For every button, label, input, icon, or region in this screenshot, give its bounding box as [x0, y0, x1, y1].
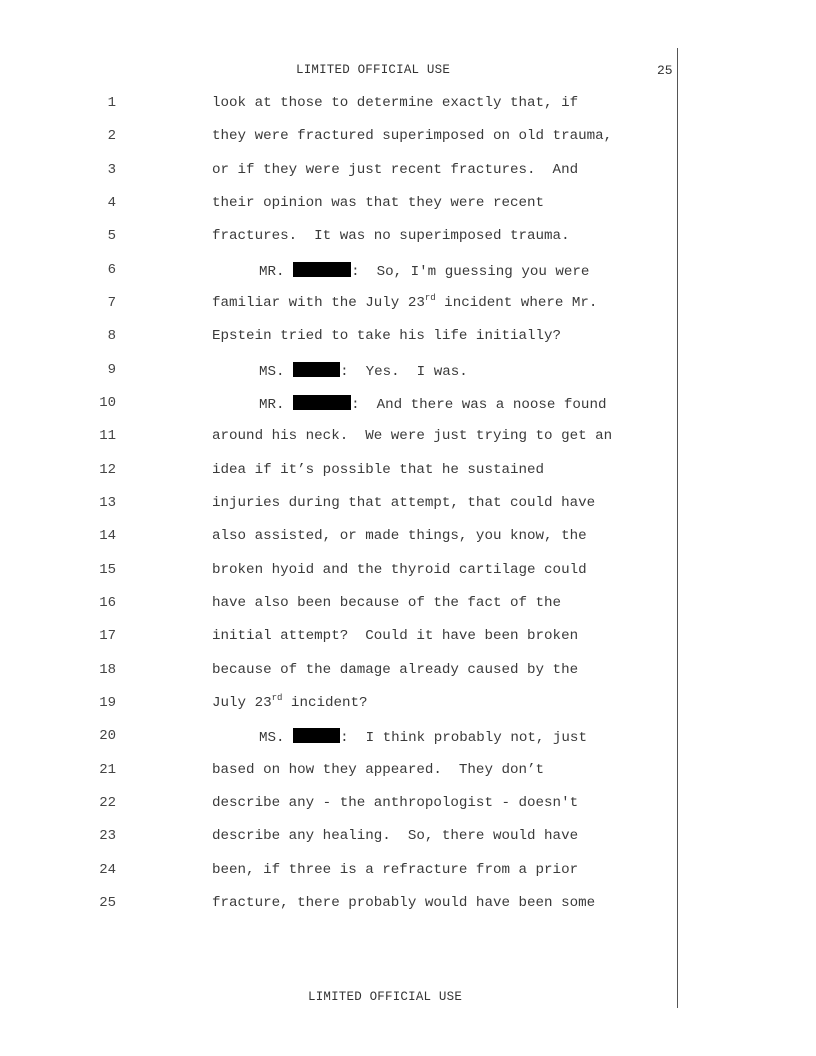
- transcript-line: [0, 462, 700, 482]
- line-number: 2: [107, 128, 116, 144]
- redaction-box: [293, 362, 340, 377]
- text-part: incident?: [282, 695, 368, 711]
- line-text: [259, 362, 468, 380]
- transcript-line: [0, 728, 700, 748]
- line-number: 5: [107, 228, 116, 244]
- footer-classification: LIMITED OFFICIAL USE: [308, 990, 463, 1004]
- line-number: 20: [99, 728, 116, 744]
- speech-text: : And there was a noose found: [351, 397, 607, 413]
- line-text: fractures. It was no superimposed trauma.: [212, 228, 570, 244]
- line-text: based on how they appeared. They don’t: [212, 762, 545, 778]
- transcript-line: [0, 395, 700, 415]
- line-text: also assisted, or made things, you know, the: [212, 528, 587, 544]
- transcript-line: [0, 528, 700, 548]
- line-text: [259, 395, 606, 413]
- ordinal-suffix: rd: [424, 293, 436, 303]
- line-number: 12: [99, 462, 116, 478]
- line-text: [212, 695, 368, 711]
- line-number: 21: [99, 762, 116, 778]
- line-text: injuries during that attempt, that could have: [212, 495, 596, 511]
- line-text: look at those to determine exactly that, if: [212, 95, 579, 111]
- transcript-line: [0, 128, 700, 148]
- transcript-line: [0, 95, 700, 115]
- transcript-line: [0, 362, 700, 382]
- line-number: 23: [99, 828, 116, 844]
- transcript-line: [0, 195, 700, 215]
- text-part: familiar with the July 23: [212, 295, 425, 311]
- transcript-line: [0, 295, 700, 315]
- line-text: idea if it’s possible that he sustained: [212, 462, 545, 478]
- line-text: because of the damage already caused by the: [212, 662, 579, 678]
- line-number: 25: [99, 895, 116, 911]
- speaker-prefix: MR.: [259, 264, 285, 280]
- transcript-line: [0, 495, 700, 515]
- line-text: describe any healing. So, there would have: [212, 828, 579, 844]
- line-text: been, if three is a refracture from a prior: [212, 862, 579, 878]
- text-part: July 23: [212, 695, 272, 711]
- line-number: 14: [99, 528, 116, 544]
- line-number: 8: [107, 328, 116, 344]
- header-classification: LIMITED OFFICIAL USE: [296, 63, 451, 77]
- transcript-line: [0, 228, 700, 248]
- speech-text: : Yes. I was.: [340, 364, 468, 380]
- line-number: 10: [99, 395, 116, 411]
- line-number: 7: [107, 295, 116, 311]
- line-number: 17: [99, 628, 116, 644]
- line-number: 6: [107, 262, 116, 278]
- transcript-line: [0, 762, 700, 782]
- line-number: 18: [99, 662, 116, 678]
- text-part: incident where Mr.: [435, 295, 598, 311]
- line-text: or if they were just recent fractures. And: [212, 162, 579, 178]
- line-number: 1: [107, 95, 116, 111]
- page-number: 25: [657, 63, 673, 78]
- line-number: 16: [99, 595, 116, 611]
- line-text: they were fractured superimposed on old trauma,: [212, 128, 613, 144]
- line-number: 19: [99, 695, 116, 711]
- line-number: 24: [99, 862, 116, 878]
- speaker-prefix: MR.: [259, 397, 285, 413]
- line-text: Epstein tried to take his life initially?: [212, 328, 562, 344]
- transcript-line: [0, 695, 700, 715]
- transcript-line: [0, 795, 700, 815]
- transcript-line: [0, 428, 700, 448]
- speech-text: : I think probably not, just: [340, 730, 587, 746]
- line-text: their opinion was that they were recent: [212, 195, 545, 211]
- speaker-prefix: MS.: [259, 730, 285, 746]
- line-text: [259, 728, 587, 746]
- line-text: broken hyoid and the thyroid cartilage could: [212, 562, 587, 578]
- transcript-line: [0, 895, 700, 915]
- line-text: have also been because of the fact of the: [212, 595, 562, 611]
- line-number: 9: [107, 362, 116, 378]
- redaction-box: [293, 728, 340, 743]
- line-number: 13: [99, 495, 116, 511]
- redaction-box: [293, 395, 351, 410]
- speaker-prefix: MS.: [259, 364, 285, 380]
- transcript-line: [0, 562, 700, 582]
- line-text: initial attempt? Could it have been broken: [212, 628, 579, 644]
- line-text: fracture, there probably would have been some: [212, 895, 596, 911]
- ordinal-suffix: rd: [271, 693, 283, 703]
- line-number: 3: [107, 162, 116, 178]
- line-text: [212, 295, 597, 311]
- transcript-line: [0, 328, 700, 348]
- line-number: 15: [99, 562, 116, 578]
- line-number: 22: [99, 795, 116, 811]
- line-number: 4: [107, 195, 116, 211]
- transcript-line: [0, 828, 700, 848]
- transcript-line: [0, 262, 700, 282]
- transcript-line: [0, 162, 700, 182]
- transcript-line: [0, 628, 700, 648]
- line-text: [259, 262, 589, 280]
- line-text: describe any - the anthropologist - doesn't: [212, 795, 579, 811]
- transcript-line: [0, 862, 700, 882]
- transcript-line: [0, 595, 700, 615]
- transcript-line: [0, 662, 700, 682]
- redaction-box: [293, 262, 351, 277]
- line-number: 11: [99, 428, 116, 444]
- speech-text: : So, I'm guessing you were: [351, 264, 590, 280]
- line-text: around his neck. We were just trying to get an: [212, 428, 613, 444]
